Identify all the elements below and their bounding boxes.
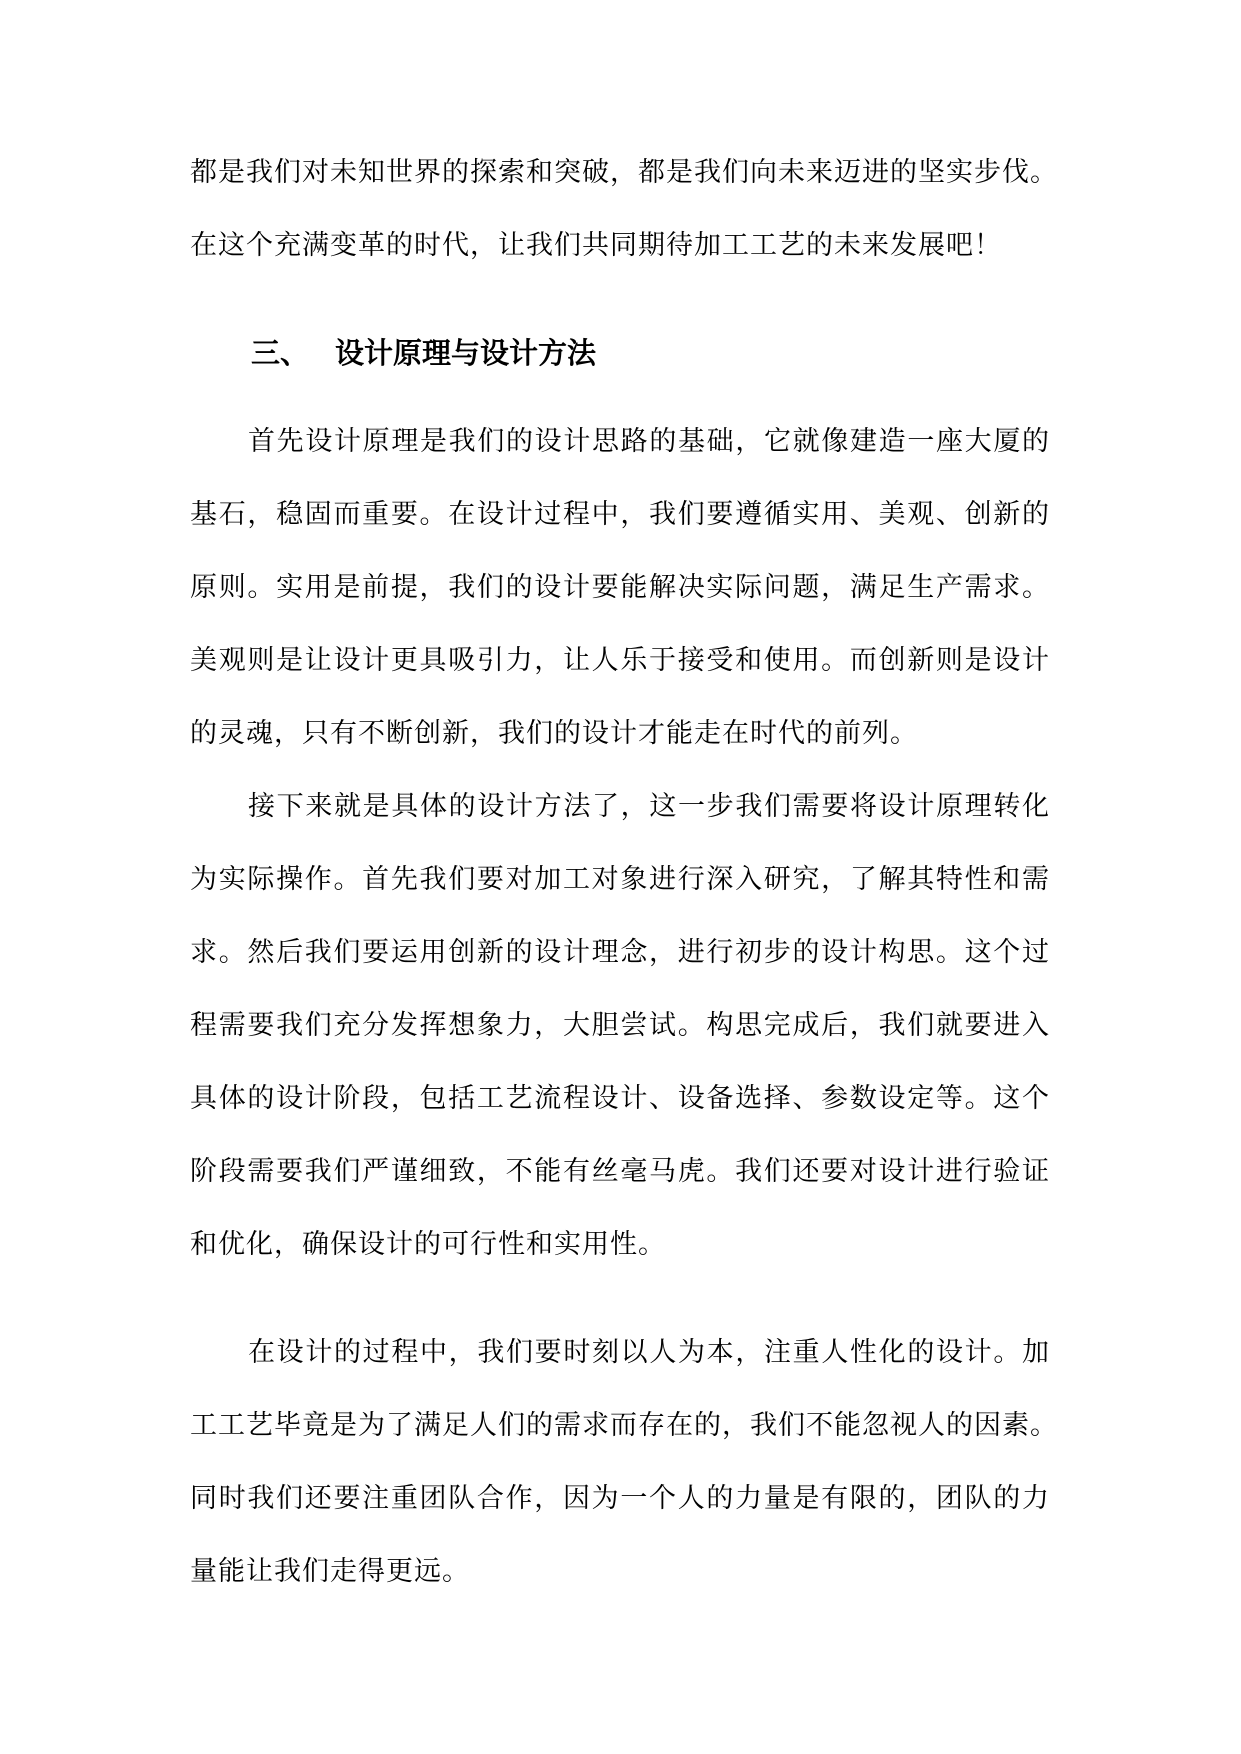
- paragraph-line: 在设计的过程中，我们要时刻以人为本，注重人性化的设计。加: [248, 1337, 1050, 1368]
- paragraph-line: 同时我们还要注重团队合作，因为一个人的力量是有限的，团队的力: [190, 1483, 1050, 1514]
- paragraph-line: 的灵魂，只有不断创新，我们的设计才能走在时代的前列。: [190, 718, 918, 749]
- intro-line: 都是我们对未知世界的探索和突破，都是我们向未来迈进的坚实步伐。: [190, 157, 1058, 188]
- paragraph-line: 具体的设计阶段，包括工艺流程设计、设备选择、参数设定等。这个: [190, 1083, 1050, 1114]
- paragraph-line: 基石，稳固而重要。在设计过程中，我们要遵循实用、美观、创新的: [190, 499, 1050, 530]
- paragraph-line: 为实际操作。首先我们要对加工对象进行深入研究，了解其特性和需: [190, 864, 1050, 895]
- paragraph-line: 原则。实用是前提，我们的设计要能解决实际问题，满足生产需求。: [190, 572, 1050, 603]
- paragraph-line: 量能让我们走得更远。: [190, 1556, 470, 1587]
- paragraph-line: 阶段需要我们严谨细致，不能有丝毫马虎。我们还要对设计进行验证: [190, 1156, 1050, 1187]
- paragraph-design-principles: [190, 405, 1050, 770]
- paragraph-line: 工工艺毕竟是为了满足人们的需求而存在的，我们不能忽视人的因素。: [190, 1410, 1058, 1441]
- paragraph-line: 和优化，确保设计的可行性和实用性。: [190, 1229, 666, 1260]
- paragraph-line: 接下来就是具体的设计方法了，这一步我们需要将设计原理转化: [248, 791, 1050, 822]
- paragraph-line: 首先设计原理是我们的设计思路的基础，它就像建造一座大厦的: [248, 426, 1050, 457]
- section-heading: [251, 323, 596, 383]
- intro-line: 在这个充满变革的时代，让我们共同期待加工工艺的未来发展吧！: [190, 230, 1002, 261]
- paragraph-line: 求。然后我们要运用创新的设计理念，进行初步的设计构思。这个过: [190, 937, 1050, 968]
- paragraph-line: 美观则是让设计更具吸引力，让人乐于接受和使用。而创新则是设计: [190, 645, 1050, 676]
- paragraph-design-methods: [190, 770, 1050, 1281]
- section-title: 设计原理与设计方法: [335, 336, 597, 370]
- paragraph-human-centered: [190, 1316, 1058, 1608]
- intro-paragraph: [190, 136, 1058, 282]
- paragraph-line: 程需要我们充分发挥想象力，大胆尝试。构思完成后，我们就要进入: [190, 1010, 1050, 1041]
- section-number: 三、: [251, 336, 310, 370]
